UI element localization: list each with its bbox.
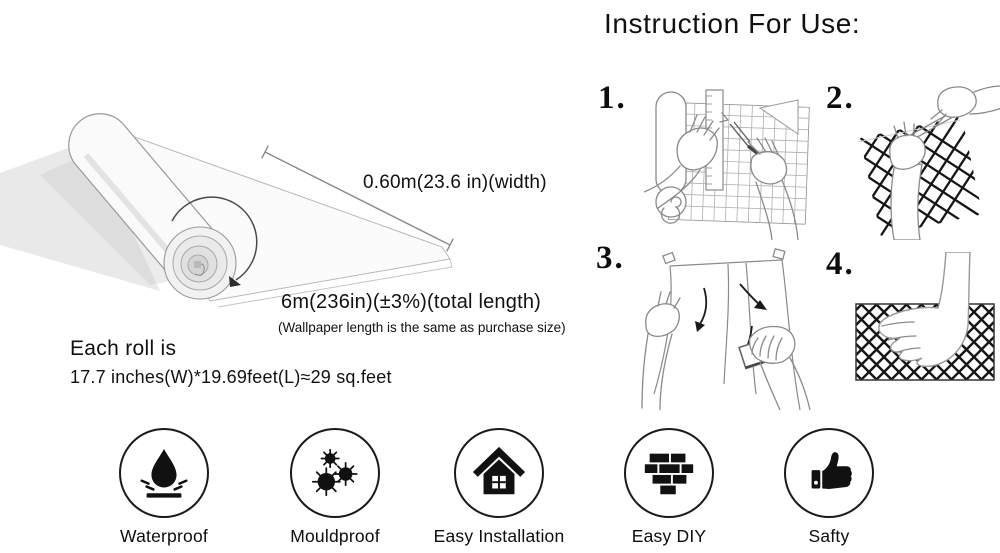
feature-easy-diy: [579, 428, 759, 547]
instruction-step-4: [826, 246, 1000, 410]
feature-label: Easy DIY: [631, 526, 707, 546]
step-4-smooth-illustration: [852, 252, 998, 404]
length-note: (Wallpaper length is the same as purchase size): [278, 320, 566, 335]
instruction-step-3: [596, 240, 818, 412]
step-1-measure-cut-illustration: [644, 80, 816, 240]
roll-size-text: 17.7 inches(W)*19.69feet(L)≈29 sq.feet: [70, 367, 392, 387]
feature-label: Waterproof: [120, 526, 208, 546]
instruction-step-1: [598, 80, 818, 242]
step-1-number: 1.: [598, 80, 627, 116]
length-dimension-label: 6m(236in)(±3%)(total length): [281, 291, 542, 313]
feature-easy-installation: [409, 428, 589, 547]
width-dimension-label: 0.60m(23.6 in)(width): [363, 172, 547, 193]
step-3-apply-illustration: [640, 242, 816, 410]
feature-circle: [290, 428, 380, 518]
brick-wall-icon: [640, 444, 698, 502]
step-2-peel-illustration: [858, 80, 1000, 240]
mould-germs-icon: [306, 444, 364, 502]
house-icon: [470, 444, 528, 502]
step-3-number: 3.: [596, 240, 625, 276]
instruction-step-2: [826, 80, 1000, 242]
feature-label: Easy Installation: [433, 526, 565, 546]
water-drop-icon: [135, 444, 193, 502]
tape-tab: [773, 249, 785, 259]
feature-mouldproof: [245, 428, 425, 547]
feature-circle: [784, 428, 874, 518]
left-hand: [642, 292, 680, 410]
holding-hand: [890, 122, 925, 240]
step-4-number: 4.: [826, 246, 855, 282]
feature-circle: [454, 428, 544, 518]
feature-safty: [739, 428, 919, 547]
step-2-number: 2.: [826, 80, 855, 116]
instructions-title: Instruction For Use:: [604, 8, 861, 39]
feature-circle: [119, 428, 209, 518]
thumbs-up-icon: [800, 444, 858, 502]
feature-circle: [624, 428, 714, 518]
roll-spiral-end: [164, 227, 236, 299]
pulling-hand: [931, 86, 1000, 125]
tape-tab: [663, 253, 675, 264]
feature-label: Safty: [808, 526, 850, 546]
feature-waterproof: [74, 428, 254, 547]
roll-intro-text: Each roll is: [70, 337, 177, 360]
squeegee-hand: [739, 326, 810, 410]
smoothing-hand: [879, 252, 970, 366]
feature-label: Mouldproof: [290, 526, 380, 546]
